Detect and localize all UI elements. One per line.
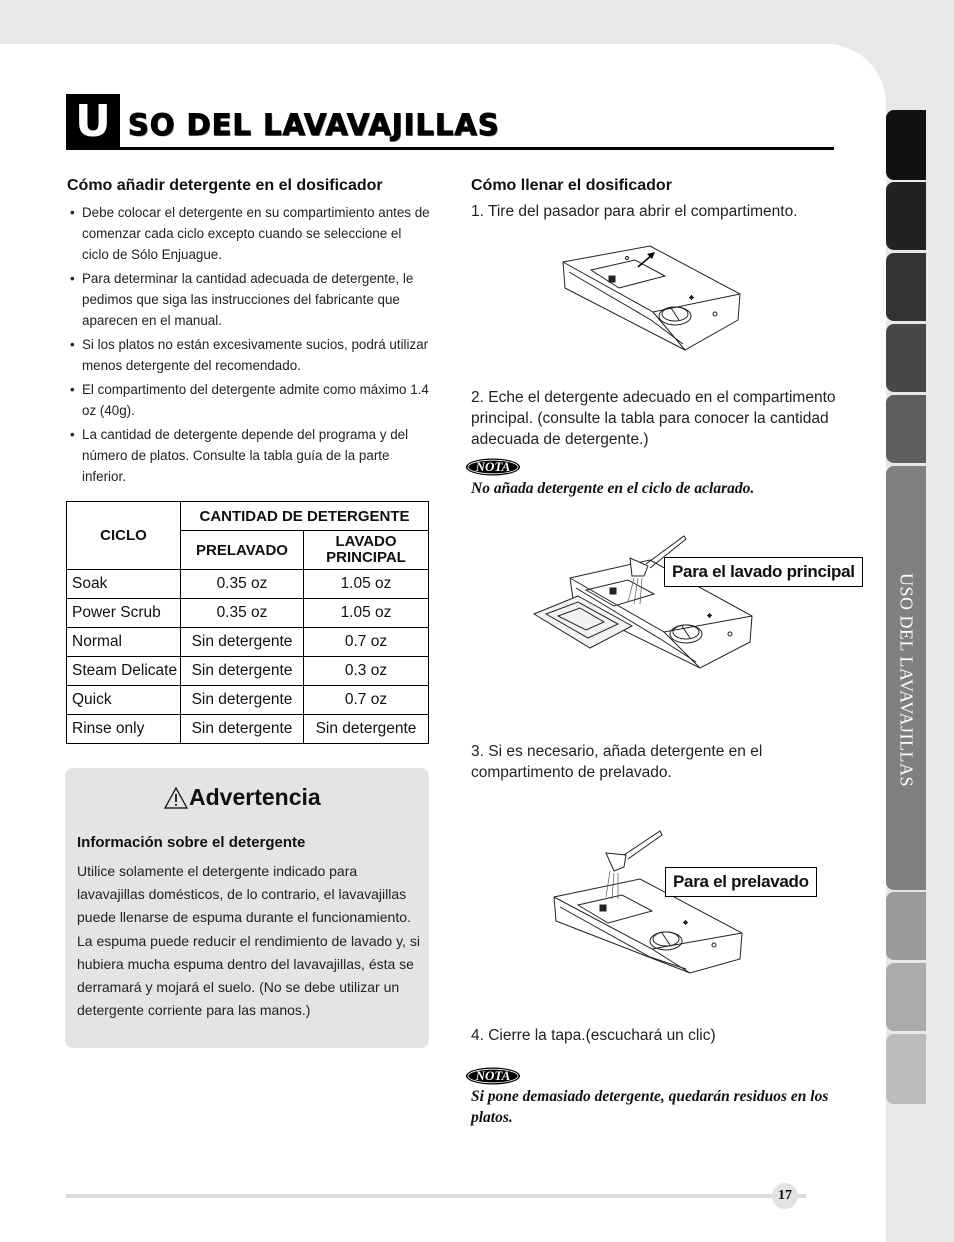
table-row [67,657,429,686]
table-cell: 1.05 oz [304,570,429,599]
side-tab-2[interactable] [886,182,926,250]
warning-triangle-icon [163,786,189,810]
table-cell: 0.35 oz [181,570,304,599]
dispenser-prewash-fill-illustration [548,825,748,975]
side-tab-9[interactable] [886,1034,926,1104]
bullet-item: • El compartimento del detergente admite como máximo 1.4 oz (40g). [70,379,430,421]
table-cell: 0.35 oz [181,599,304,628]
side-tab-5[interactable] [886,395,926,463]
table-cell: Sin detergente [181,715,304,744]
left-heading: Cómo añadir detergente en el dosificador [67,177,383,194]
dispenser-main-fill-illustration [530,530,760,670]
nota-text-1: No añada detergente en el ciclo de aclarado. [471,480,755,497]
callout-prewash: Para el prelavado [665,867,817,897]
bullet-item: • Si los platos no están excesivamente sucios, podrá utilizar menos detergente del recomendado. [70,334,430,376]
table-cell: Sin detergente [181,628,304,657]
table-header-principal: LAVADO PRINCIPAL [304,531,429,570]
warning-box [65,768,429,1048]
table-cell: 1.05 oz [304,599,429,628]
step-1: 1. Tire del pasador para abrir el compartimento. [471,203,798,220]
callout-main-wash: Para el lavado principal [664,557,863,587]
table-cell: Quick [67,686,181,715]
table-row [67,570,429,599]
side-tab-1[interactable] [886,110,926,180]
title-text: SO DEL LAVAVAJILLAS [128,108,500,142]
detergent-table [66,501,429,744]
table-cell: Sin detergente [304,715,429,744]
table-cell: Normal [67,628,181,657]
table-cell: 0.7 oz [304,628,429,657]
table-cell: Sin detergente [181,686,304,715]
footer-rule [66,1194,806,1198]
table-cell: Soak [67,570,181,599]
page-number: 17 [772,1183,798,1209]
table-row [67,686,429,715]
title-initial: U [66,94,120,150]
table-header-ciclo: CICLO [67,502,181,570]
table-row [67,599,429,628]
title-underline [120,147,834,150]
bullet-list [70,202,430,490]
warning-title-text: Advertencia [189,784,321,810]
warning-body: Utilice solamente el detergente indicado para lavavajillas domésticos, de lo contrario, el lavavajillas puede llenarse de espuma durante el funcionamiento. La espuma puede reducir el rendimiento de lavado y, si hubiera mucha espuma dentro del lavavajillas, ésta se derramará y mojará el suelo. (No se debe utilizar un detergente corriente para las manos.) [77,863,420,1019]
page-bottom [0,1198,820,1242]
table-cell: Rinse only [67,715,181,744]
side-tab-3[interactable] [886,253,926,321]
nota-label-1: NOTA [475,459,511,474]
side-tab-8[interactable] [886,963,926,1031]
table-cell: Steam Delicate [67,657,181,686]
bullet-item: • Para determinar la cantidad adecuada de detergente, le pedimos que siga las instrucciones del fabricante que aparecen en el manual. [70,268,430,331]
page-title [66,94,834,150]
step-3: 3. Si es necesario, añada detergente en el compartimento de prelavado. [471,743,763,781]
bullet-item: • Debe colocar el detergente en su compartimiento antes de comenzar cada ciclo excepto cuando se seleccione el ciclo de Sólo Enjuague. [70,202,430,265]
table-cell: Power Scrub [67,599,181,628]
bullet-item: • La cantidad de detergente depende del programa y del número de platos. Consulte la tabla guía de la parte inferior. [70,424,430,487]
table-cell: Sin detergente [181,657,304,686]
side-section-title [886,470,926,890]
side-title-text: USO DEL LAVAVAJILLAS [896,572,917,788]
nota-text-2: Si pone demasiado detergente, quedarán residuos en los platos. [471,1088,829,1126]
nota-label-2: NOTA [475,1068,511,1083]
warning-title [163,784,321,811]
step-2 [471,387,861,450]
warning-subtitle: Información sobre el detergente [77,834,306,851]
table-header-prelavado: PRELAVADO [181,531,304,570]
table-cell: 0.3 oz [304,657,429,686]
table-header-cantidad: CANTIDAD DE DETERGENTE [181,502,429,531]
table-row [67,628,429,657]
step-4: 4. Cierre la tapa.(escuchará un clic) [471,1027,716,1044]
table-cell: 0.7 oz [304,686,429,715]
side-tab-4[interactable] [886,324,926,392]
right-heading: Cómo llenar el dosificador [471,177,672,194]
step-2-text: 2. Eche el detergente adecuado en el compartimento principal. (consulte la tabla para conocer la cantidad adecuada de detergente.) [471,389,836,448]
dispenser-closed-illustration [555,240,745,355]
side-tab-7[interactable] [886,892,926,960]
table-row [67,715,429,744]
